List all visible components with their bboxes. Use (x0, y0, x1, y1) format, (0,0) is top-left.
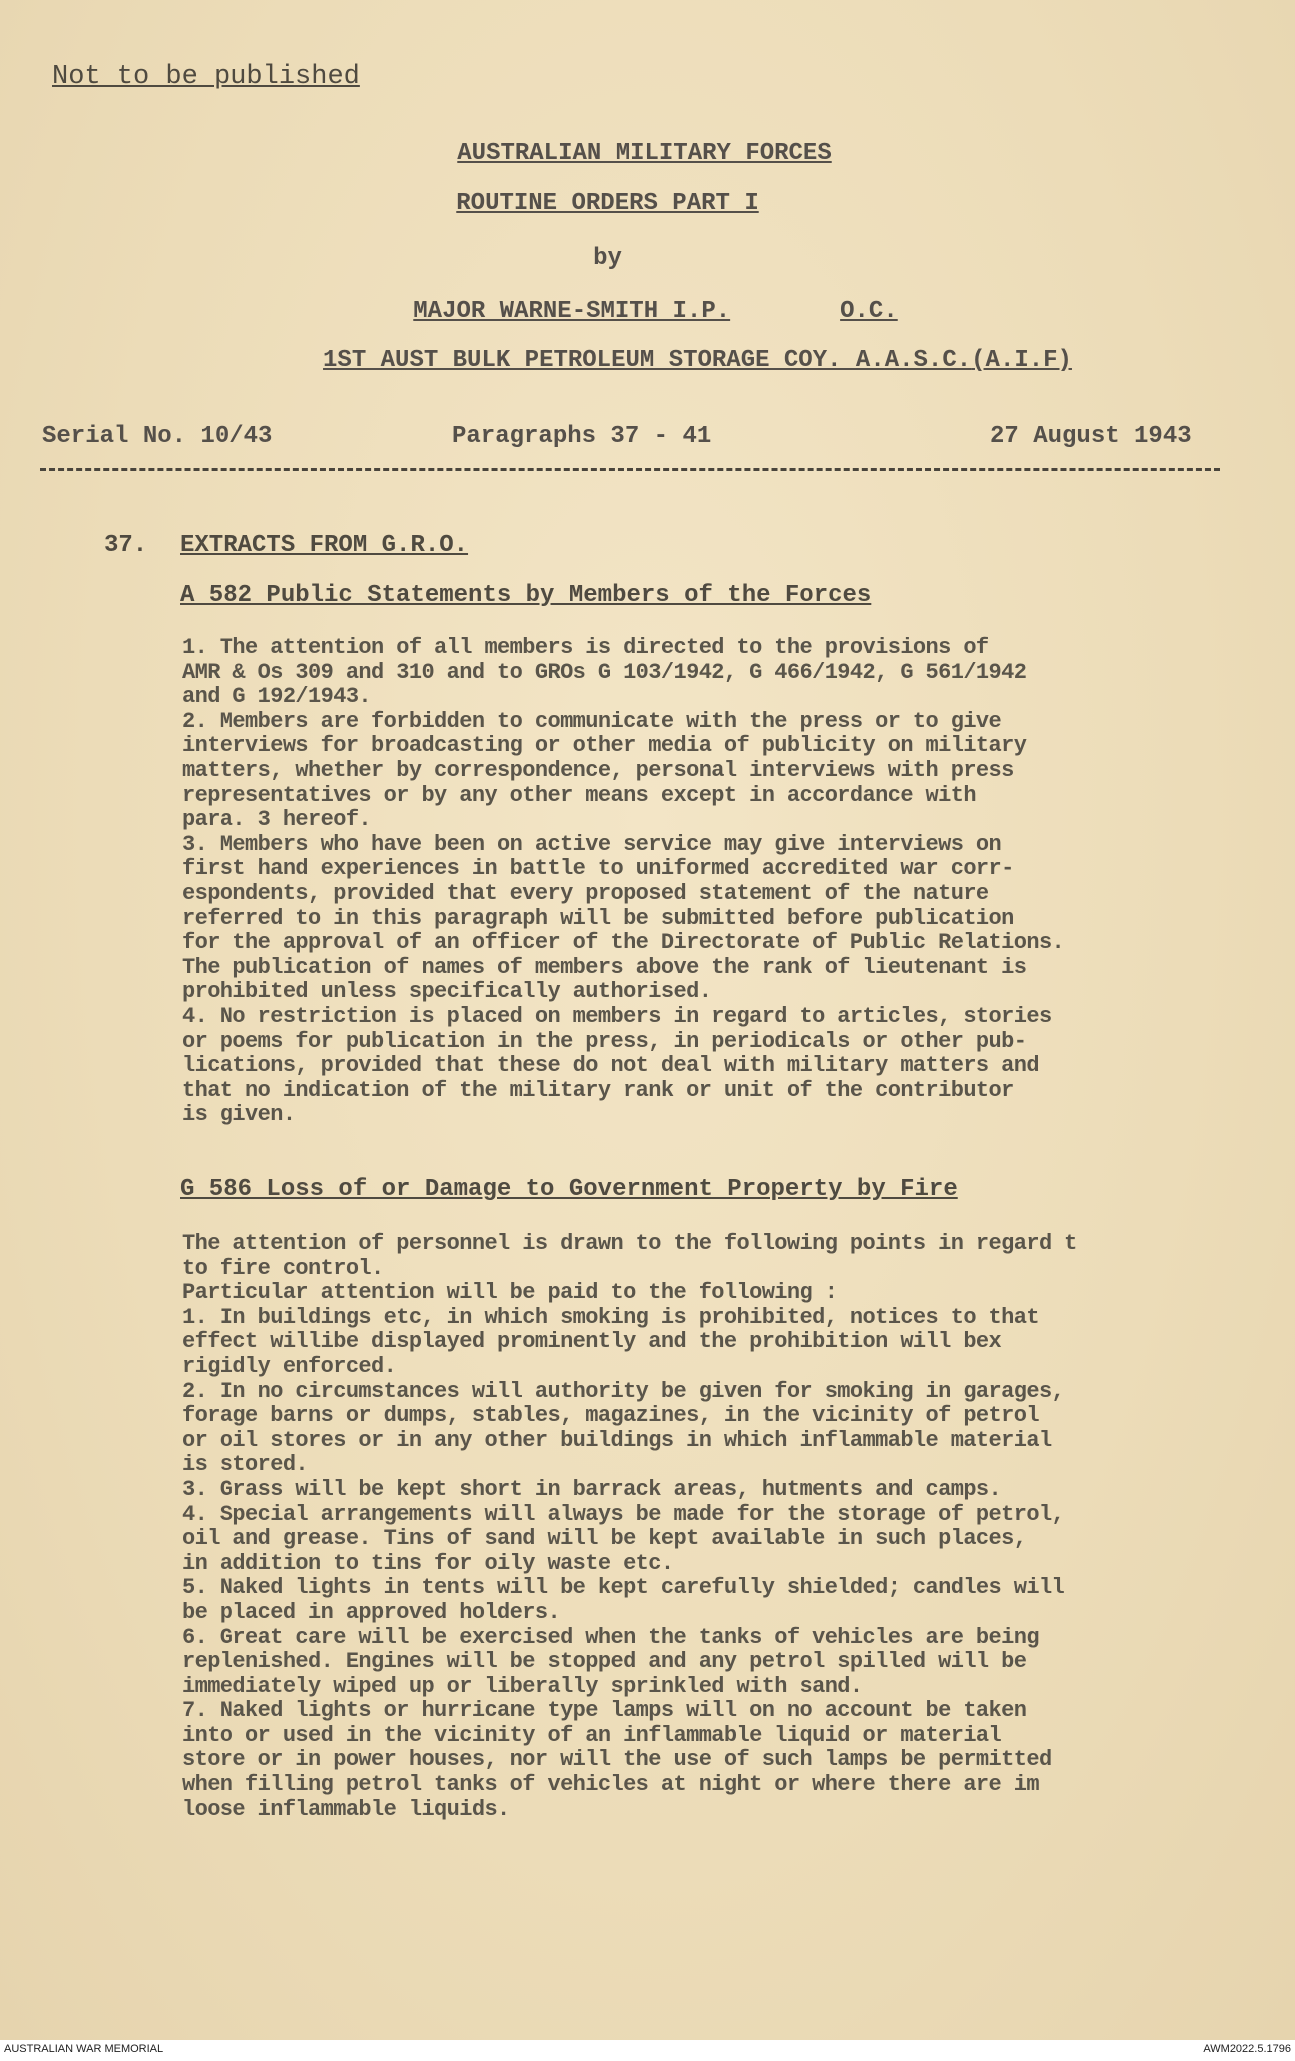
officer-name: MAJOR WARNE-SMITH I.P. (413, 298, 731, 325)
footer-archive-name: AUSTRALIAN WAR MEMORIAL (4, 2043, 164, 2055)
title-routine-orders: ROUTINE ORDERS PART I (456, 190, 759, 217)
subsection-public-statements-body: 1. The attention of all members is directed to the provisions of AMR & Os 309 and 310 and to GROs G 103/1942, G 466/1942, G 561/1942 and G 192/1943. 2. Members are forbidden to communicate with the press or to give interviews for broadcasting or other media of publicity on military matters, whether by correspondence, personal interviews with press representatives or by any other means except in accordance with para. 3 hereof. 3. Members who have been on active service may give interviews on first hand experiences in battle to uniformed accredited war corr- espondents, provided that every proposed statement of the nature referred to in this paragraph will be submitted before publication for the approval of an officer of the Directorate of Public Relations. The publication of names of members above the rank of lieutenant is prohibited unless specifically authorised. 4. No restriction is placed on members in regard to articles, stories or poems for publication in the press, in periodicals or other pub- lications, provided that these do not deal with military matters and that no indication of the military rank or unit of the contributor is given. (182, 635, 1065, 1128)
serial-number: Serial No. 10/43 (42, 423, 273, 450)
not-published-note: Not to be published (52, 62, 360, 92)
paragraph-range: Paragraphs 37 - 41 (452, 423, 712, 450)
order-date: 27 August 1943 (990, 423, 1192, 450)
footer-accession-number: AWM2022.5.1796 (1203, 2043, 1291, 2055)
title-by: by (593, 245, 622, 272)
officer-role: O.C. (840, 298, 898, 325)
title-officer-line (8, 298, 1295, 325)
section-title: EXTRACTS FROM G.R.O. (180, 532, 469, 559)
subsection-public-statements-title: A 582 Public Statements by Members of the Forces (180, 582, 872, 609)
title-unit-line (50, 347, 1295, 374)
unit-name: 1ST AUST BULK PETROLEUM STORAGE COY. A.A.S.C. (323, 347, 972, 374)
section-number: 37. (104, 532, 148, 559)
subsection-fire-damage-title: G 586 Loss of or Damage to Government Property by Fire (180, 1176, 958, 1203)
header-divider (40, 468, 1220, 471)
subsection-fire-damage-body: The attention of personnel is drawn to the following points in regard t to fire control. Particular attention will be paid to the following : 1. In buildings etc, in which smoking is prohibited, notices to that effect willibe displayed prominently and the prohibition will bex rigidly enforced. 2. In no circumstances will authority be given for smoking in garages, forage barns or dumps, stables, magazines, in the vicinity of petrol or oil stores or in any other buildings in which inflammable material is stored. 3. Grass will be kept short in barrack areas, hutments and camps. 4. Special arrangements will always be made for the storage of petrol, oil and grease. Tins of sand will be kept available in such places, in addition to tins for oily waste etc. 5. Naked lights in tents will be kept carefully shielded; candles will be placed in approved holders. 6. Great care will be exercised when the tanks of vehicles are being replenished. Engines will be stopped and any petrol spilled will be immediately wiped up or liberally sprinkled with sand. 7. Naked lights or hurricane type lamps will on no account be taken into or used in the vicinity of an inflammable liquid or material store or in power houses, nor will the use of such lamps be permitted when filling petrol tanks of vehicles at night or where there are im loose inflammable liquids. (182, 1231, 1077, 1822)
unit-suffix: (A.I.F) (971, 347, 1072, 374)
title-forces: AUSTRALIAN MILITARY FORCES (457, 140, 832, 167)
